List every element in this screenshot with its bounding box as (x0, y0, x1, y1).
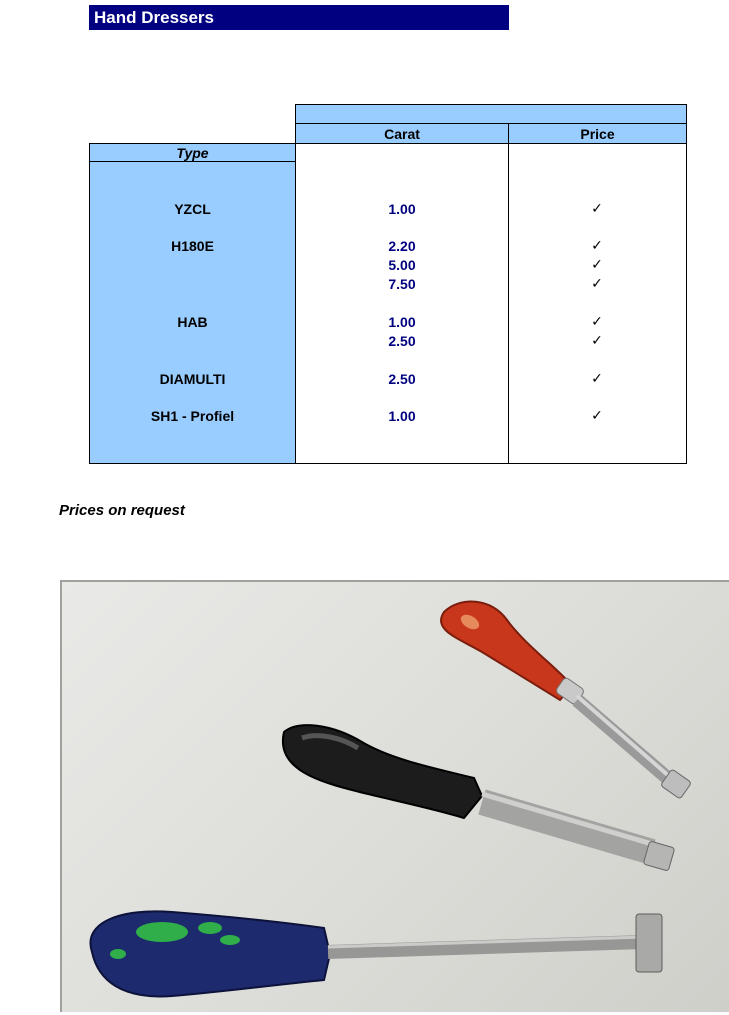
carat-value: 5.00 (388, 257, 416, 273)
header-type: Type (176, 145, 209, 161)
type-label: YZCL (174, 201, 211, 217)
carat-value: 7.50 (388, 276, 416, 292)
carat-value: 2.50 (388, 333, 416, 349)
carat-value: 1.00 (388, 314, 416, 330)
carat-value: 2.20 (388, 238, 416, 254)
type-label: SH1 - Profiel (150, 408, 235, 424)
hand-dressers-illustration (62, 582, 729, 1012)
price-check-icon: ✓ (591, 200, 603, 216)
table-header-top (295, 104, 687, 124)
type-label: DIAMULTI (159, 371, 226, 387)
carat-value: 1.00 (388, 201, 416, 217)
product-photo (60, 580, 729, 1012)
price-check-icon: ✓ (591, 237, 603, 253)
type-label: H180E (171, 238, 214, 254)
price-check-icon: ✓ (591, 313, 603, 329)
red-handle-dresser (441, 602, 692, 800)
carat-value: 1.00 (388, 408, 416, 424)
type-label: HAB (177, 314, 208, 330)
black-handle-dresser (283, 725, 675, 871)
price-check-icon: ✓ (591, 370, 603, 386)
carat-value: 2.50 (388, 371, 416, 387)
header-carat: Carat (384, 126, 420, 142)
price-check-icon: ✓ (591, 275, 603, 291)
price-check-icon: ✓ (591, 332, 603, 348)
price-check-icon: ✓ (591, 256, 603, 272)
prices-note: Prices on request (59, 502, 185, 519)
page-title: Hand Dressers (89, 5, 509, 30)
blue-handle-dresser (90, 911, 662, 996)
header-price: Price (580, 126, 615, 142)
price-check-icon: ✓ (591, 407, 603, 423)
